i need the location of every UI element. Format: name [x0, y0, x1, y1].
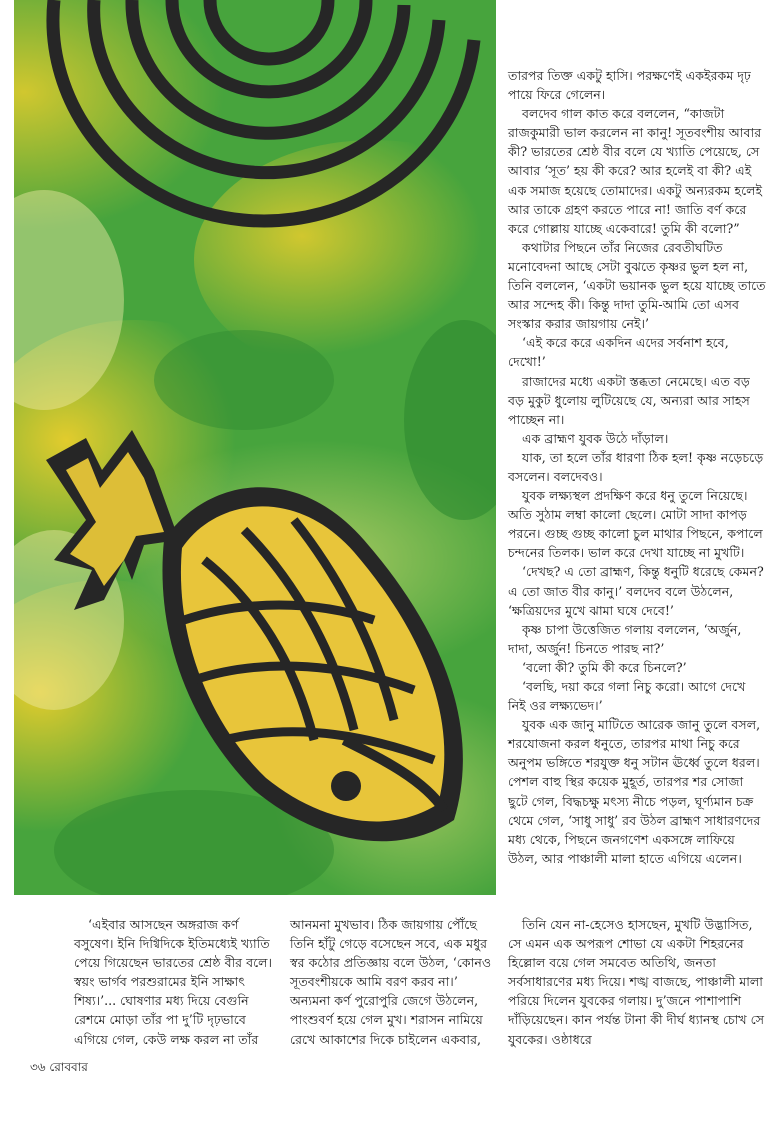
- article-paragraph: যুবক এক জানু মাটিতে আরেক জানু তুলে বসল, শরযোজনা করল ধনুতে, তারপর মাথা নিচু করে অনুপম ভঙ্গিতে শরযুক্ত ধনু সটান ঊর্ধ্বে তুলে ধরল। পেশল বাহু স্থির কয়েক মুহূর্ত, তারপর শর সোজা ছুটে গেল, বিদ্ধচক্ষু মৎস্য নীচে পড়ল, ঘূর্ণ্যমান চক্র থেমে গেল, ‘সাধু সাধু’ রব উঠল ব্রাহ্মণ সাধারণদের মধ্য থেকে, পিছনে জনগণেশ একসঙ্গে লাফিয়ে উঠল, আর পাঞ্চালী মালা হাতে এগিয়ে এলেন।: [508, 717, 761, 866]
- article-paragraph: রাজাদের মধ্যে একটা স্তব্ধতা নেমেছে। এত বড় বড় মুকুট ধুলোয় লুটিয়েছে যে, অন্যরা আর সাহস পাচ্ছেন না।: [508, 373, 750, 427]
- article-paragraph: ‘বলছি, দয়া করে গলা নিচু করো। আগে দেখে নিই ওর লক্ষ্যভেদ।’: [508, 679, 746, 714]
- article-paragraph: তারপর তিক্ত একটু হাসি। পরক্ষণেই একইরকম দৃঢ় পায়ে ফিরে গেলেন।: [508, 68, 751, 103]
- article-column-bottom-2: [290, 915, 495, 1049]
- article-paragraph: ‘এই করে করে একদিন এদের সর্বনাশ হবে, দেখো!’: [508, 335, 729, 370]
- article-column-bottom-1: [74, 915, 274, 1049]
- article-paragraph: ‘দেখছ? এ তো ব্রাহ্মণ, কিন্তু ধনুটি ধরেছে কেমন? এ তো জাত বীর কানু।’ বলদেব বলে উঠলেন, ‘ক্ষত্রিয়দের মুখে ঝামা ঘষে দেবে!’: [508, 564, 764, 618]
- article-paragraph: বলদেব গাল কাত করে বললেন, “কাজটা রাজকুমারী ভাল করলেন না কানু! সূতবংশীয় আবার কী? ভারতের শ্রেষ্ঠ বীর বলে যে খ্যাতি পেয়েছে, সে আবার ‘সূত’ হয় কী করে? আর হলেই বা কী? এই এক সমাজ হয়েছে তোমাদের। একটু অন্যরকম হলেই আর তাকে গ্রহণ করতে পারে না! জাতি বর্ণ করে করে গোল্লায় যাচ্ছে একেবারে! তুমি কী বলো?”: [508, 106, 763, 236]
- article-paragraph: তিনি যেন না-হেসেও হাসছেন, মুখটি উদ্ভাসিত, সে এমন এক অপরূপ শোভা যে একটা শিহরনের হিল্লোল বয়ে গেল সমবেত অতিথি, জনতা সর্বসাধারণের মধ্য দিয়ে। শঙ্খ বাজছে, পাঞ্চালী মালা পরিয়ে দিলেন যুবকের গলায়। দু’জনে পাশাপাশি দাঁড়িয়েছেন। কান পর্যন্ত টানা কী দীর্ঘ ধ্যানস্থ চোখ সে যুবকের। ওষ্ঠাধরে: [508, 917, 765, 1047]
- article-paragraph: কথাটার পিছনে তাঁর নিজের রেবতীঘটিত মনোবেদনা আছে সেটা বুঝতে কৃষ্ণর ভুল হল না, তিনি বললেন, ‘একটা ভয়ানক ভুল হয়ে যাচ্ছে তাতে আর সন্দেহ কী। কিন্তু দাদা তুমি-আমি তো এসব সংস্কার করার জায়গায় নেই।’: [508, 239, 766, 332]
- article-column-right: [508, 66, 766, 868]
- illustration-fish-artwork: [14, 0, 496, 895]
- article-paragraph: আনমনা মুখভাব। ঠিক জায়গায় পৌঁছে তিনি হাঁটু গেড়ে বসেছেন সবে, এক মধুর স্বর কঠোর প্রতিজ্ঞায় বলে উঠল, ‘কোনও সূতবংশীয়কে আমি বরণ করব না।’ অন্যমনা কর্ণ পুরোপুরি জেগে উঠলেন, পাংশুবর্ণ হয়ে গেল মুখ। শরাসন নামিয়ে রেখে আকাশের দিকে চাইলেন একবার,: [290, 917, 492, 1047]
- article-column-bottom-3: [508, 915, 766, 1049]
- article-paragraph: ‘এইবার আসছেন অঙ্গরাজ কর্ণ বসুষেণ। ইনি দিগ্বিদিকে ইতিমধ্যেই খ্যাতি পেয়ে গিয়েছেন ভারতের শ্রেষ্ঠ বীর বলে। স্বয়ং ভার্গব পরশুরামের ইনি সাক্ষাৎ শিষ্য।’... ঘোষণার মধ্য দিয়ে বেগুনি রেশমে মোড়া তাঁর পা দু’টি দৃঢ়ভাবে এগিয়ে গেল, কেউ লক্ষ করল না তাঁর: [74, 917, 273, 1047]
- fish-papercut-svg: [14, 0, 496, 895]
- article-paragraph: যাক, তা হলে তাঁর ধারণা ঠিক হল! কৃষ্ণ নড়েচড়ে বসলেন। বলদেবও।: [508, 449, 764, 484]
- article-paragraph: ‘বলো কী? তুমি কী করে চিনলে?’: [522, 659, 687, 675]
- article-paragraph: এক ব্রাহ্মণ যুবক উঠে দাঁড়াল।: [522, 430, 669, 446]
- article-paragraph: কৃষ্ণ চাপা উত্তেজিত গলায় বললেন, ‘অর্জুন, দাদা, অর্জুন! চিনতে পারছ না?’: [508, 621, 742, 656]
- article-paragraph: যুবক লক্ষ্যস্থল প্রদক্ষিণ করে ধনু তুলে নিয়েছে। অতি সুঠাম লম্বা কালো ছেলে। মোটা সাদা কাপড় পরনে। গুচ্ছ গুচ্ছ কালো চুল মাথার পিছনে, কপালে চন্দনের তিলক। ভাল করে দেখা যাচ্ছে না মুখটি।: [508, 488, 763, 561]
- page-folio: ৩৬ রোববার: [30, 1060, 88, 1074]
